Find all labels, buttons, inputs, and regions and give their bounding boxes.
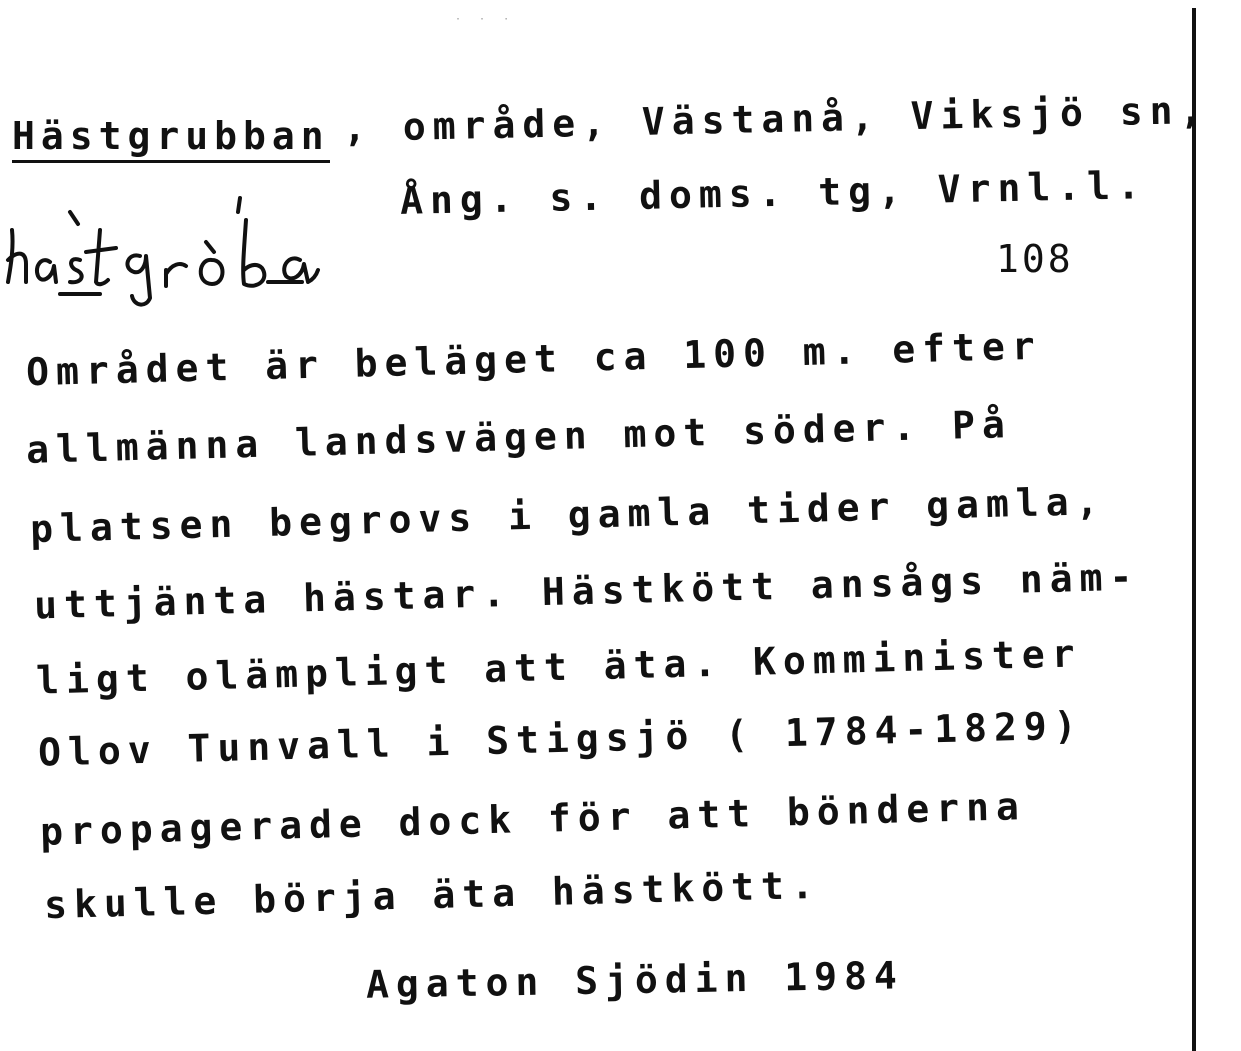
signature-line: Agaton Sjödin 1984 bbox=[365, 953, 905, 1007]
body-line-7: propagerade dock för att bönderna bbox=[39, 784, 1027, 854]
headword: Hästgrubban bbox=[12, 114, 330, 163]
body-line-3: platsen begrovs i gamla tider gamla, bbox=[29, 478, 1107, 552]
scan-artifact-dots: · · · bbox=[455, 14, 516, 25]
card-edge-line bbox=[1192, 8, 1196, 1051]
body-line-8: skulle börja äta hästkött. bbox=[43, 862, 822, 928]
handwritten-pronunciation bbox=[0, 190, 380, 310]
body-line-1: Området är beläget ca 100 m. efter bbox=[25, 323, 1043, 395]
page-number: 108 bbox=[996, 237, 1074, 281]
header-line-2: Ång. s. doms. tg, Vrnl.l. bbox=[399, 163, 1148, 223]
body-line-5: ligt olämpligt att äta. Komminister bbox=[35, 631, 1083, 703]
header-line-1: , område, Västanå, Viksjö sn, bbox=[342, 87, 1210, 151]
body-line-6: Olov Tunvall i Stigsjö ( 1784-1829) bbox=[37, 703, 1085, 775]
body-line-2: allmänna landsvägen mot söder. På bbox=[25, 402, 1013, 472]
body-line-4: uttjänta hästar. Hästkött ansågs näm- bbox=[33, 554, 1140, 628]
